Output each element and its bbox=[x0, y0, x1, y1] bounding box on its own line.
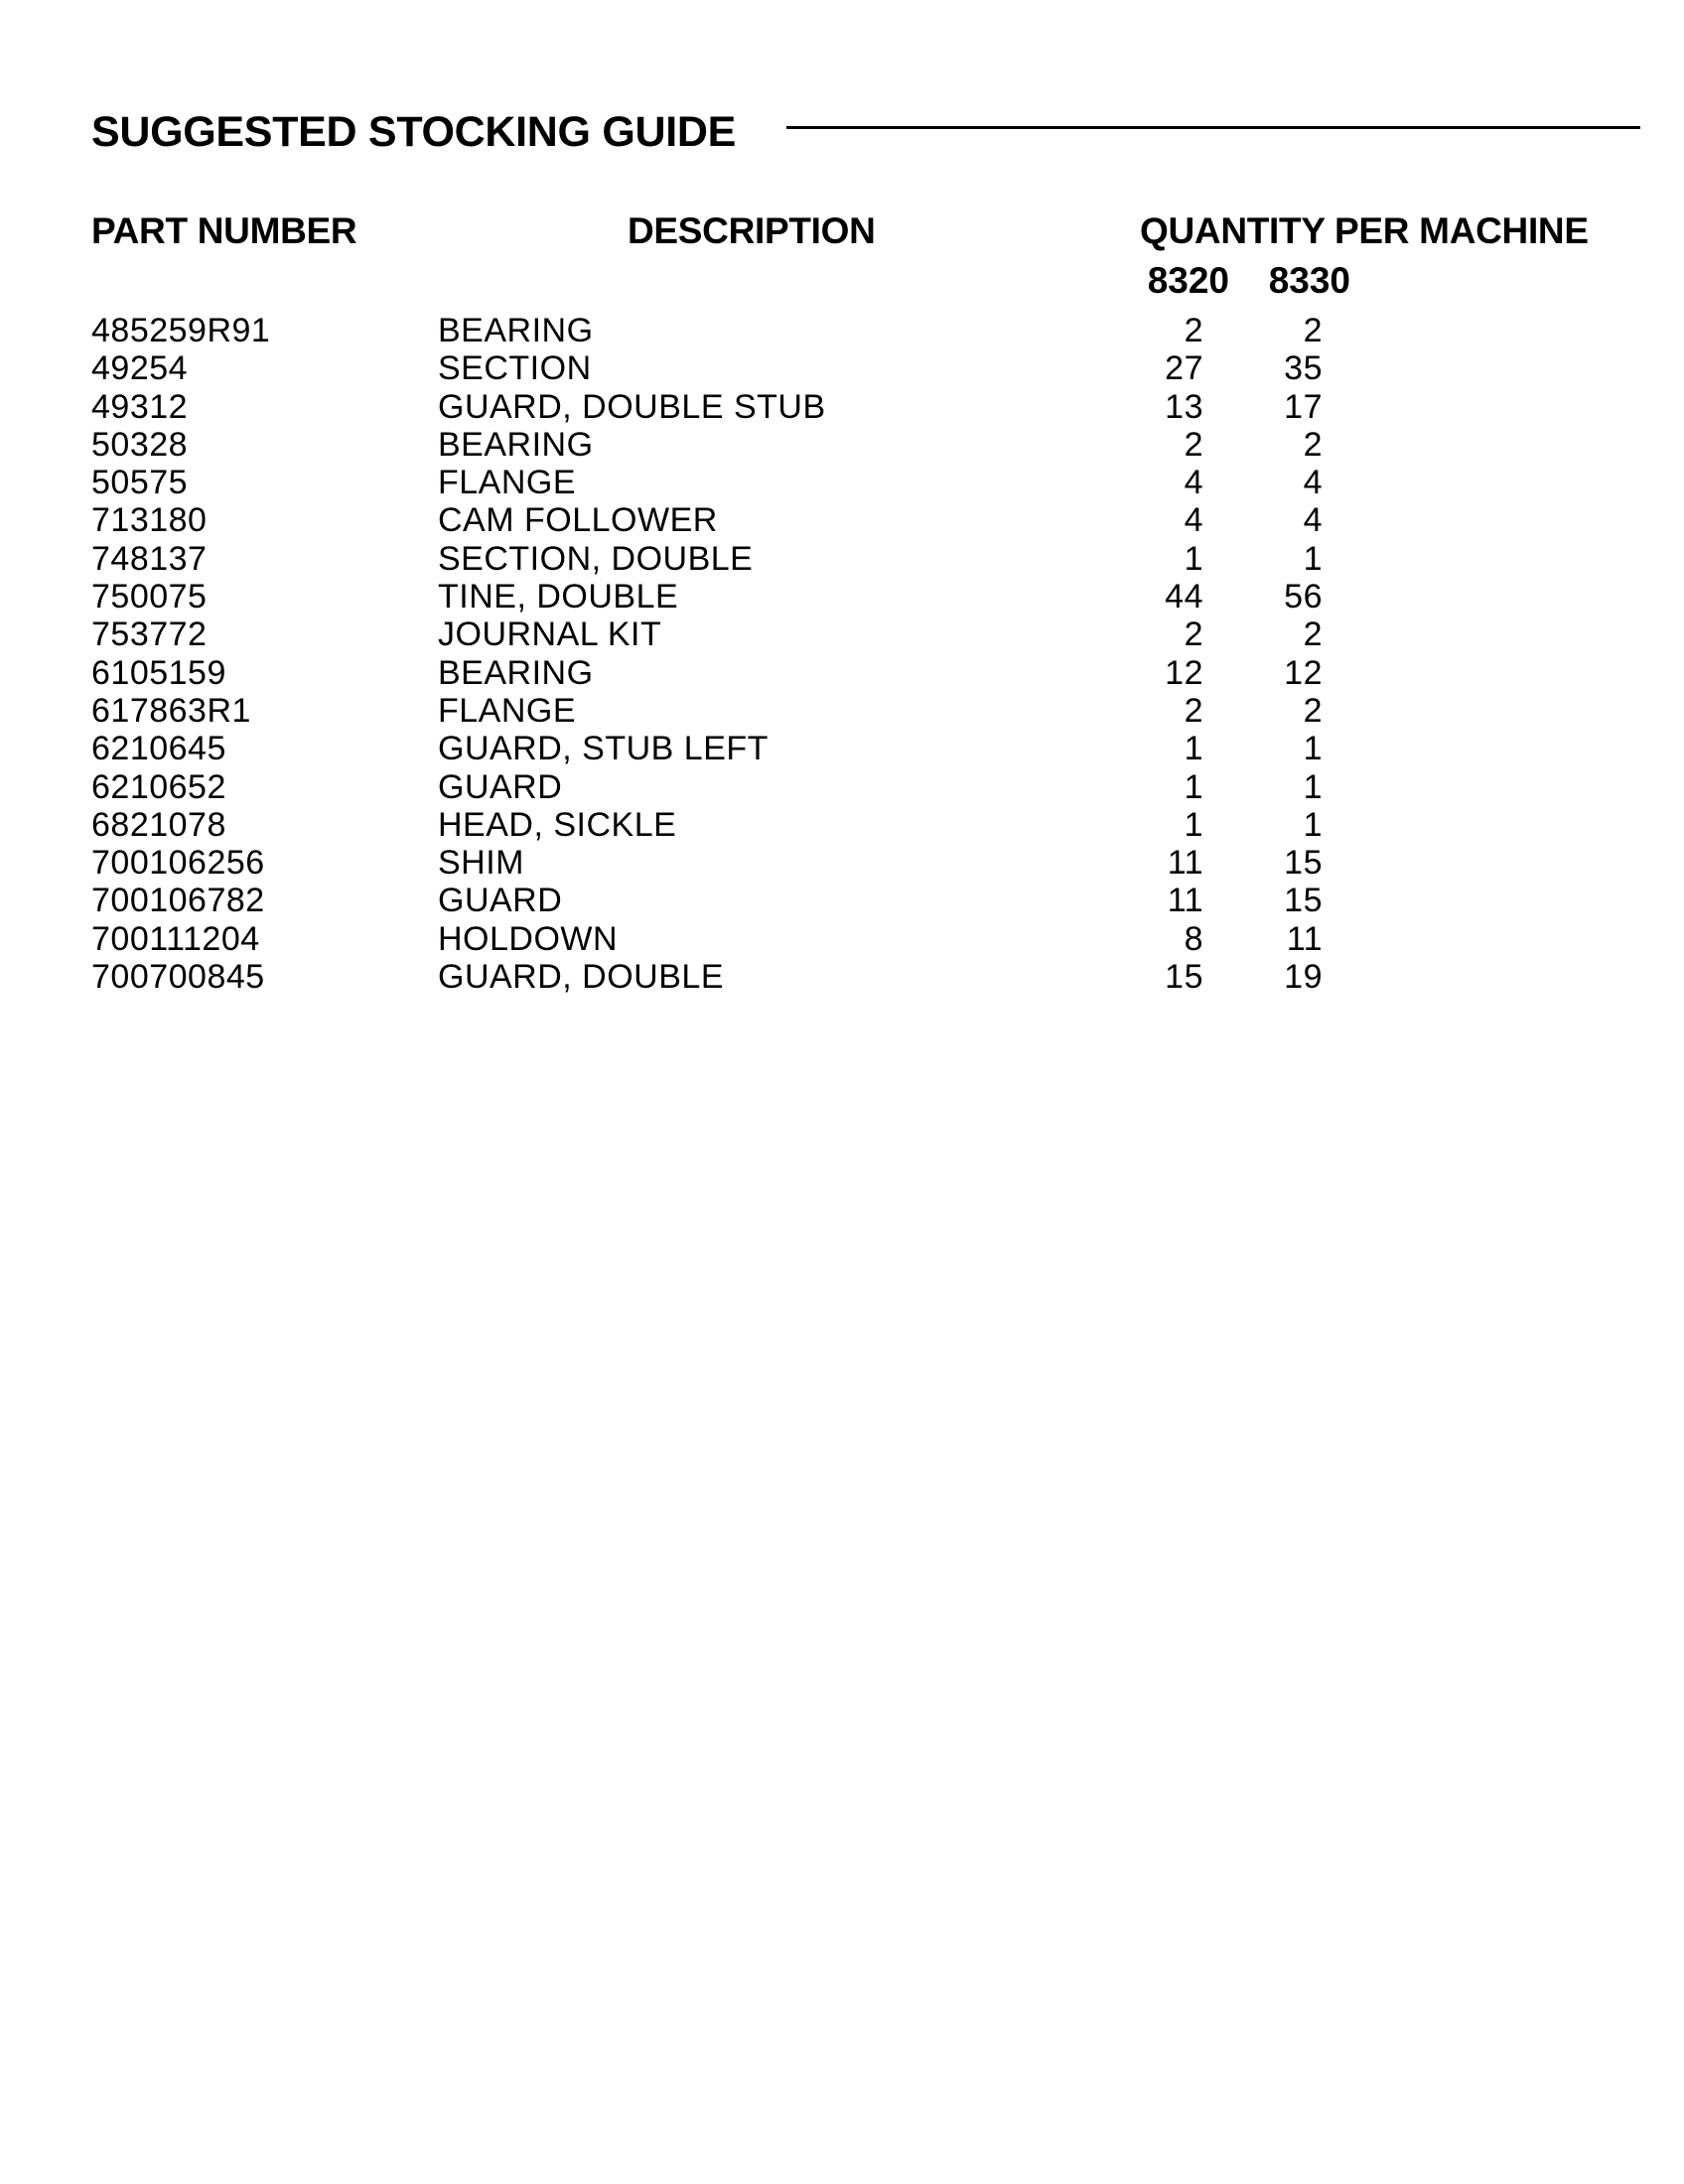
quantity-8320-cell: 1 bbox=[1184, 805, 1203, 844]
part-number-cell: 49254 bbox=[91, 349, 189, 388]
title-row bbox=[91, 104, 1640, 160]
description-cell: GUARD, DOUBLE bbox=[438, 958, 724, 997]
quantity-8330-cell: 2 bbox=[1303, 615, 1323, 654]
column-header-part-number: PART NUMBER bbox=[91, 210, 357, 251]
description-cell: SECTION bbox=[438, 349, 592, 388]
description-cell: JOURNAL KIT bbox=[438, 615, 662, 654]
column-header-machine-8320: 8320 bbox=[1147, 260, 1229, 301]
part-number-cell: 617863R1 bbox=[91, 691, 251, 730]
quantity-8320-cell: 1 bbox=[1184, 730, 1203, 768]
description-cell: FLANGE bbox=[438, 464, 577, 502]
description-cell: BEARING bbox=[438, 312, 594, 349]
description-cell: HEAD, SICKLE bbox=[438, 805, 677, 844]
part-number-cell: 713180 bbox=[91, 501, 208, 540]
part-number-cell: 750075 bbox=[91, 578, 208, 616]
quantity-8320-cell: 1 bbox=[1184, 767, 1203, 806]
quantity-8320-cell: 27 bbox=[1165, 349, 1203, 388]
quantity-8330-cell: 19 bbox=[1284, 958, 1323, 997]
part-number-cell: 6210652 bbox=[91, 767, 226, 806]
column-header-quantity: QUANTITY PER MACHINE bbox=[1140, 210, 1589, 251]
part-number-cell: 748137 bbox=[91, 539, 208, 578]
quantity-8330-cell: 1 bbox=[1303, 539, 1323, 578]
part-number-cell: 49312 bbox=[91, 387, 189, 426]
table-row bbox=[0, 958, 1684, 996]
quantity-8330-cell: 35 bbox=[1284, 349, 1323, 388]
quantity-8330-cell: 2 bbox=[1303, 312, 1323, 349]
title-rule bbox=[786, 126, 1640, 129]
description-cell: GUARD bbox=[438, 767, 563, 806]
quantity-8330-cell: 15 bbox=[1284, 844, 1323, 883]
quantity-8320-cell: 13 bbox=[1165, 387, 1203, 426]
description-cell: FLANGE bbox=[438, 691, 577, 730]
quantity-8320-cell: 15 bbox=[1165, 958, 1203, 997]
quantity-8320-cell: 2 bbox=[1184, 425, 1203, 464]
table-row bbox=[0, 540, 1684, 578]
description-cell: GUARD, DOUBLE STUB bbox=[438, 387, 826, 426]
table-row bbox=[0, 615, 1684, 653]
quantity-8320-cell: 2 bbox=[1184, 691, 1203, 730]
quantity-8320-cell: 8 bbox=[1184, 919, 1203, 958]
quantity-8330-cell: 11 bbox=[1286, 919, 1323, 958]
table-row bbox=[0, 882, 1684, 919]
quantity-8330-cell: 15 bbox=[1284, 882, 1323, 920]
description-cell: BEARING bbox=[438, 653, 594, 692]
part-number-cell: 700111204 bbox=[91, 919, 260, 958]
part-number-cell: 700700845 bbox=[91, 958, 265, 997]
quantity-8320-cell: 1 bbox=[1184, 539, 1203, 578]
part-number-cell: 50575 bbox=[91, 464, 189, 502]
parts-table-body bbox=[0, 312, 1684, 996]
quantity-8330-cell: 1 bbox=[1303, 805, 1323, 844]
table-row bbox=[0, 730, 1684, 767]
quantity-8320-cell: 44 bbox=[1165, 578, 1203, 616]
table-row bbox=[0, 349, 1684, 387]
column-header-machine-8330: 8330 bbox=[1268, 260, 1350, 301]
quantity-8330-cell: 1 bbox=[1303, 767, 1323, 806]
description-cell: GUARD, STUB LEFT bbox=[438, 730, 769, 768]
table-row bbox=[0, 692, 1684, 730]
part-number-cell: 753772 bbox=[91, 615, 208, 654]
quantity-8320-cell: 2 bbox=[1184, 615, 1203, 654]
quantity-8330-cell: 12 bbox=[1284, 653, 1323, 692]
table-row bbox=[0, 768, 1684, 806]
table-row bbox=[0, 806, 1684, 844]
part-number-cell: 6210645 bbox=[91, 730, 226, 768]
quantity-8330-cell: 2 bbox=[1303, 691, 1323, 730]
table-row bbox=[0, 426, 1684, 464]
table-row bbox=[0, 388, 1684, 426]
table-row bbox=[0, 844, 1684, 882]
quantity-8330-cell: 17 bbox=[1284, 387, 1323, 426]
quantity-8330-cell: 4 bbox=[1303, 501, 1323, 540]
description-cell: CAM FOLLOWER bbox=[438, 501, 718, 540]
page-title: SUGGESTED STOCKING GUIDE bbox=[91, 108, 737, 156]
quantity-8320-cell: 4 bbox=[1184, 464, 1203, 502]
quantity-8330-cell: 56 bbox=[1284, 578, 1323, 616]
table-row bbox=[0, 920, 1684, 958]
part-number-cell: 700106782 bbox=[91, 882, 265, 920]
description-cell: SHIM bbox=[438, 844, 524, 883]
part-number-cell: 700106256 bbox=[91, 844, 265, 883]
quantity-8320-cell: 11 bbox=[1167, 882, 1203, 920]
table-row bbox=[0, 464, 1684, 501]
table-row bbox=[0, 312, 1684, 349]
part-number-cell: 6105159 bbox=[91, 653, 226, 692]
quantity-8320-cell: 4 bbox=[1184, 501, 1203, 540]
quantity-8330-cell: 4 bbox=[1303, 464, 1323, 502]
part-number-cell: 50328 bbox=[91, 425, 189, 464]
description-cell: TINE, DOUBLE bbox=[438, 578, 679, 616]
part-number-cell: 485259R91 bbox=[91, 312, 271, 349]
quantity-8330-cell: 2 bbox=[1303, 425, 1323, 464]
description-cell: HOLDOWN bbox=[438, 919, 619, 958]
part-number-cell: 6821078 bbox=[91, 805, 226, 844]
description-cell: BEARING bbox=[438, 425, 594, 464]
description-cell: GUARD bbox=[438, 882, 563, 920]
table-row bbox=[0, 578, 1684, 615]
quantity-8320-cell: 12 bbox=[1165, 653, 1203, 692]
quantity-8320-cell: 2 bbox=[1184, 312, 1203, 349]
table-row bbox=[0, 501, 1684, 539]
description-cell: SECTION, DOUBLE bbox=[438, 539, 754, 578]
quantity-8330-cell: 1 bbox=[1303, 730, 1323, 768]
quantity-8320-cell: 11 bbox=[1167, 844, 1203, 883]
column-header-description: DESCRIPTION bbox=[628, 210, 876, 251]
table-row bbox=[0, 654, 1684, 692]
